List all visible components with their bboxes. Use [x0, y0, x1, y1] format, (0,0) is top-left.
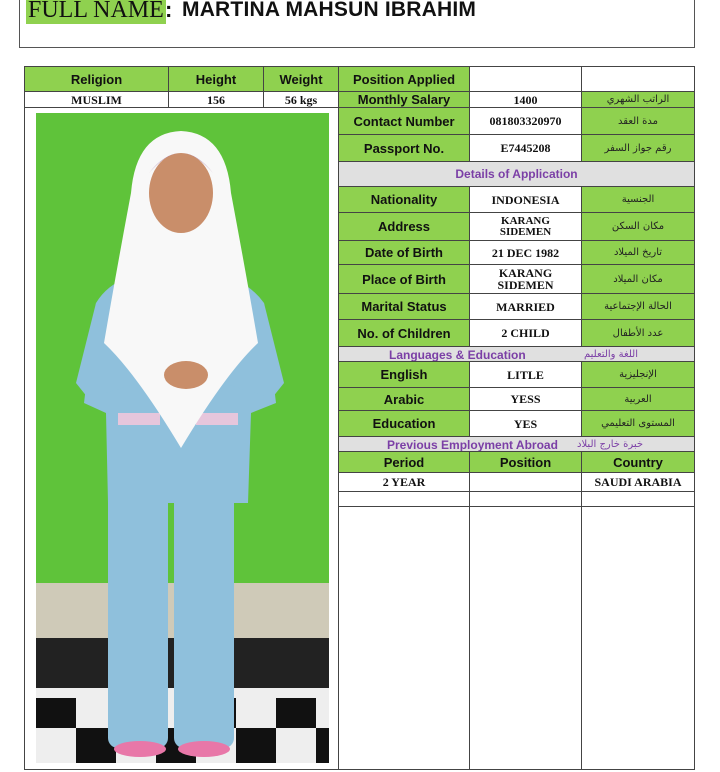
position-applied-arabic	[581, 66, 695, 92]
full-name-value: MARTINA MAHSUN IBRAHIM	[182, 0, 477, 21]
employment-position	[469, 472, 582, 492]
table-rule	[338, 506, 695, 507]
address-arabic: مكان السكن	[581, 212, 695, 241]
arabic-arabic: العربية	[581, 387, 695, 411]
pob-label: Place of Birth	[338, 264, 470, 294]
passport-arabic: رقم جواز السفر	[581, 134, 695, 162]
weight-value: 56 kgs	[263, 91, 339, 108]
address-value	[469, 212, 582, 241]
passport-label: Passport No.	[338, 134, 470, 162]
table-divider	[469, 491, 470, 770]
details-section-title: Details of Application	[338, 161, 695, 187]
marital-label: Marital Status	[338, 293, 470, 320]
languages-title: Languages & Education	[389, 348, 526, 362]
applicant-photo	[36, 113, 329, 763]
nationality-value: INDONESIA	[469, 186, 582, 213]
children-arabic: عدد الأطفال	[581, 319, 695, 347]
country-header: Country	[581, 451, 695, 473]
table-divider	[338, 491, 339, 770]
english-arabic: الإنجليزية	[581, 361, 695, 388]
dob-arabic: تاريخ الميلاد	[581, 240, 695, 265]
education-label: Education	[338, 410, 470, 437]
dob-label: Date of Birth	[338, 240, 470, 265]
monthly-salary-arabic: الراتب الشهري	[581, 91, 695, 108]
weight-header: Weight	[263, 66, 339, 92]
english-label: English	[338, 361, 470, 388]
monthly-salary-label: Monthly Salary	[338, 91, 470, 108]
employment-period: 2 YEAR	[338, 472, 470, 492]
arabic-value: YESS	[469, 387, 582, 411]
full-name-header	[19, 0, 695, 48]
position-applied-value	[469, 66, 582, 92]
passport-value: E7445208	[469, 134, 582, 162]
marital-value: MARRIED	[469, 293, 582, 320]
pob-line-1: KARANG	[498, 266, 553, 280]
education-value: YES	[469, 410, 582, 437]
position-applied-label: Position Applied	[338, 66, 470, 92]
children-value: 2 CHILD	[469, 319, 582, 347]
full-name-colon: :	[165, 0, 173, 22]
languages-title-arabic: اللغة والتعليم	[584, 349, 638, 360]
contact-number-value: 081803320970	[469, 107, 582, 135]
height-value: 156	[168, 91, 264, 108]
employment-title: Previous Employment Abroad	[387, 438, 558, 452]
languages-section-title	[338, 346, 695, 362]
children-label: No. of Children	[338, 319, 470, 347]
employment-title-arabic: خبرة خارج البلاد	[577, 439, 644, 450]
employment-country: SAUDI ARABIA	[581, 472, 695, 492]
position-header: Position	[469, 451, 582, 473]
pob-line-2: SIDEMEN	[497, 278, 554, 292]
religion-value: MUSLIM	[24, 91, 169, 108]
table-divider	[581, 491, 582, 770]
nationality-label: Nationality	[338, 186, 470, 213]
full-name-label: FULL NAME	[26, 0, 166, 24]
address-line-1: KARANG	[501, 214, 550, 227]
marital-arabic: الحالة الإجتماعية	[581, 293, 695, 320]
religion-header: Religion	[24, 66, 169, 92]
monthly-salary-value: 1400	[469, 91, 582, 108]
nationality-arabic: الجنسية	[581, 186, 695, 213]
pob-arabic: مكان الميلاد	[581, 264, 695, 294]
employment-section-title	[338, 436, 695, 452]
address-line-2: SIDEMEN	[499, 225, 552, 238]
contact-number-arabic: مدة العقد	[581, 107, 695, 135]
height-header: Height	[168, 66, 264, 92]
address-label: Address	[338, 212, 470, 241]
dob-value: 21 DEC 1982	[469, 240, 582, 265]
arabic-label: Arabic	[338, 387, 470, 411]
period-header: Period	[338, 451, 470, 473]
pob-value	[469, 264, 582, 294]
contact-number-label: Contact Number	[338, 107, 470, 135]
education-arabic: المستوى التعليمي	[581, 410, 695, 437]
english-value: LITLE	[469, 361, 582, 388]
